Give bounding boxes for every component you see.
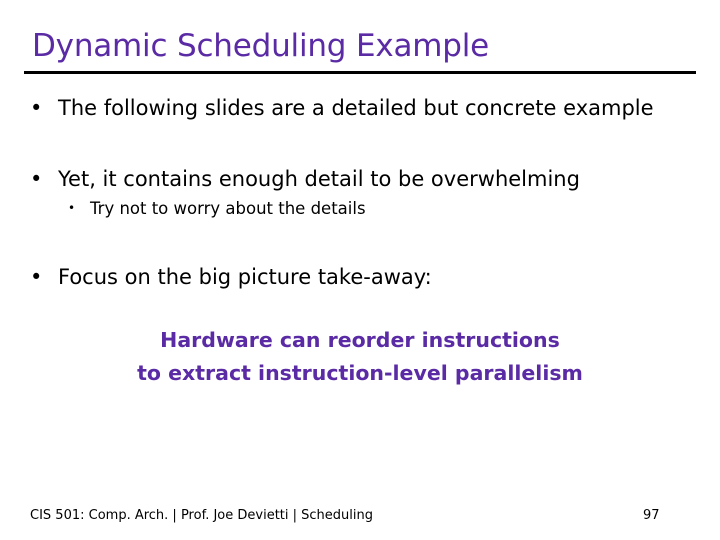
- bullet-dot: •: [30, 96, 43, 120]
- bullet-2: [30, 167, 580, 191]
- sub-bullet: [68, 199, 366, 218]
- bullet-dot: •: [30, 265, 43, 289]
- takeaway-line-1: Hardware can reorder instructions: [160, 328, 560, 352]
- takeaway-line-2: to extract instruction-level parallelism: [137, 361, 583, 385]
- bullet-text: The following slides are a detailed but concrete example: [58, 96, 654, 120]
- page-number: 97: [643, 508, 660, 523]
- footer-left: CIS 501: Comp. Arch. | Prof. Joe Devietti | Scheduling: [30, 508, 373, 523]
- sub-bullet-text: Try not to worry about the details: [90, 199, 366, 218]
- bullet-1: [30, 96, 654, 120]
- bullet-text: Focus on the big picture take-away:: [58, 265, 432, 289]
- title-underline: [24, 71, 696, 74]
- bullet-dot: •: [30, 167, 43, 191]
- bullet-3: [30, 265, 432, 289]
- slide-title: Dynamic Scheduling Example: [32, 28, 490, 64]
- bullet-text: Yet, it contains enough detail to be overwhelming: [58, 167, 580, 191]
- sub-bullet-dot: •: [68, 201, 76, 215]
